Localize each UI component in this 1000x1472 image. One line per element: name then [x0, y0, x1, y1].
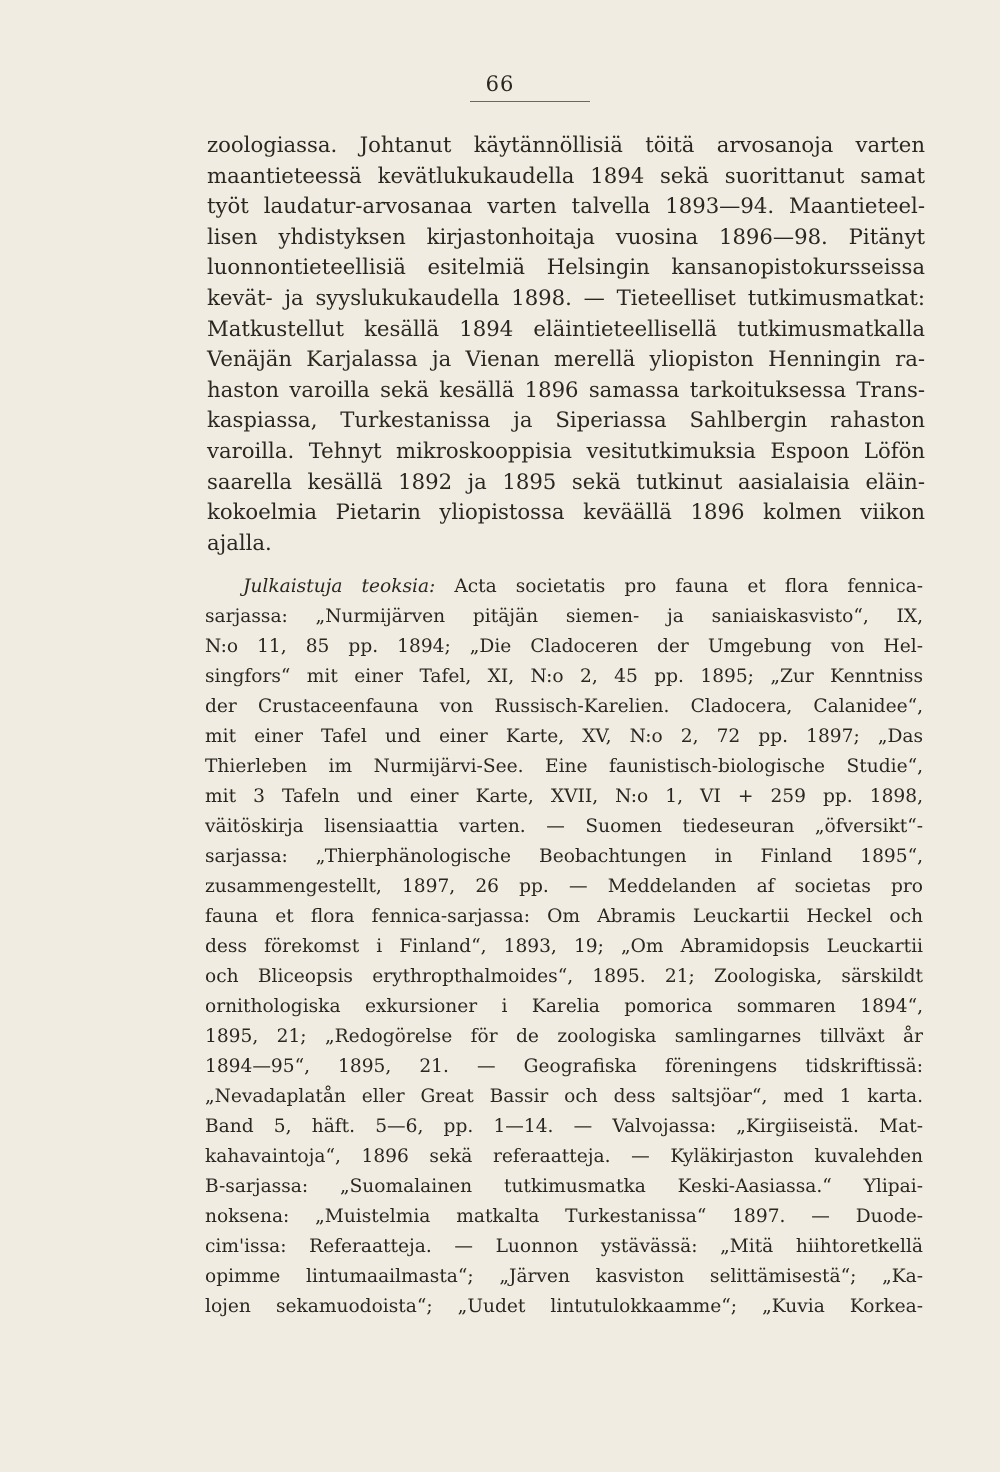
text-line: singfors“ mit einer Tafel, XI, N:o 2, 45 pp. 1895; „Zur Kenntniss	[205, 666, 923, 687]
text-line: 1894—95“, 1895, 21. — Geografiska föreningens tidskriftissä:	[205, 1056, 923, 1077]
text-line: haston varoilla sekä kesällä 1896 samassa tarkoituksessa Trans-	[207, 376, 925, 402]
text-line: kevät- ja syyslukukaudella 1898. — Tieteelliset tutkimusmatkat:	[207, 284, 925, 310]
text-line: cim'issa: Referaatteja. — Luonnon ystävässä: „Mitä hiihtoretkellä	[205, 1236, 923, 1257]
text-line: luonnontieteellisiä esitelmiä Helsingin kansanopistokursseissa	[207, 254, 925, 280]
text-line: ajalla.	[207, 529, 272, 555]
page-number-rule	[470, 101, 590, 102]
text-line: lojen sekamuodoista“; „Uudet lintutulokkaamme“; „Kuvia Korkea-	[205, 1296, 923, 1317]
publications-heading: Julkaistuja teoksia:	[243, 576, 436, 597]
text-line: „Nevadaplatån eller Great Bassir och dess saltsjöar“, med 1 karta.	[205, 1086, 923, 1107]
text-line: dess förekomst i Finland“, 1893, 19; „Om Abramidopsis Leuckartii	[205, 936, 923, 957]
text-line: zusammengestellt, 1897, 26 pp. — Meddelanden af societas pro	[205, 876, 923, 897]
publications-paragraph	[205, 572, 923, 1322]
text-line: sarjassa: „Nurmijärven pitäjän siemen- ja saniaiskasvisto“, IX,	[205, 606, 923, 627]
page-number: 66	[485, 72, 515, 96]
text-line: B-sarjassa: „Suomalainen tutkimusmatka Keski-Aasiassa.“ Ylipai-	[205, 1176, 923, 1197]
text-line: noksena: „Muistelmia matkalta Turkestanissa“ 1897. — Duode-	[205, 1206, 923, 1227]
text-line: Venäjän Karjalassa ja Vienan merellä yliopiston Henningin ra-	[207, 346, 925, 372]
text-line: der Crustaceenfauna von Russisch-Karelien. Cladocera, Calanidee“,	[205, 696, 923, 717]
text-line: työt laudatur-arvosanaa varten talvella 1893—94. Maantieteel-	[207, 193, 925, 219]
text-line: varoilla. Tehnyt mikroskooppisia vesitutkimuksia Espoon Löfön	[207, 437, 925, 463]
publications-first-line	[205, 572, 923, 602]
text-line: Band 5, häft. 5—6, pp. 1—14. — Valvojassa: „Kirgiiseistä. Mat-	[205, 1116, 923, 1137]
text-line: Matkustellut kesällä 1894 eläintieteellisellä tutkimusmatkalla	[207, 315, 925, 341]
text-line: Thierleben im Nurmijärvi-See. Eine faunistisch-biologische Studie“,	[205, 756, 923, 777]
text-line: och Bliceopsis erythropthalmoides“, 1895. 21; Zoologiska, särskildt	[205, 966, 923, 987]
text-line: kaspiassa, Turkestanissa ja Siperiassa Sahlbergin rahaston	[207, 407, 925, 433]
text-line: väitöskirja lisensiaattia varten. — Suomen tiedeseuran „öfversikt“-	[205, 816, 923, 837]
text-line: opimme lintumaailmasta“; „Järven kasviston selittämisestä“; „Ka-	[205, 1266, 923, 1287]
text-line: fauna et flora fennica-sarjassa: Om Abramis Leuckartii Heckel och	[205, 906, 923, 927]
text-line: ornithologiska exkursioner i Karelia pomorica sommaren 1894“,	[205, 996, 923, 1017]
text-line: sarjassa: „Thierphänologische Beobachtungen in Finland 1895“,	[205, 846, 923, 867]
text-line: N:o 11, 85 pp. 1894; „Die Cladoceren der Umgebung von Hel-	[205, 636, 923, 657]
text-line: 1895, 21; „Redogörelse för de zoologiska samlingarnes tillväxt år	[205, 1026, 923, 1047]
text-line: zoologiassa. Johtanut käytännöllisiä töitä arvosanoja varten	[207, 132, 925, 157]
text-line: kahavaintoja“, 1896 sekä referaatteja. — Kyläkirjaston kuvalehden	[205, 1146, 923, 1167]
publications-first-line-text: Acta societatis pro fauna et flora fennica-	[454, 576, 923, 597]
text-line: kokoelmia Pietarin yliopistossa keväällä 1896 kolmen viikon	[207, 499, 925, 525]
text-line: maantieteessä kevätlukukaudella 1894 sekä suorittanut samat	[207, 162, 925, 188]
biography-paragraph	[207, 130, 925, 558]
text-line: mit einer Tafel und einer Karte, XV, N:o 2, 72 pp. 1897; „Das	[205, 726, 923, 747]
text-line: lisen yhdistyksen kirjastonhoitaja vuosina 1896—98. Pitänyt	[207, 223, 925, 249]
text-line: saarella kesällä 1892 ja 1895 sekä tutkinut aasialaisia eläin-	[207, 468, 925, 494]
text-line: mit 3 Tafeln und einer Karte, XVII, N:o 1, VI + 259 pp. 1898,	[205, 786, 923, 807]
